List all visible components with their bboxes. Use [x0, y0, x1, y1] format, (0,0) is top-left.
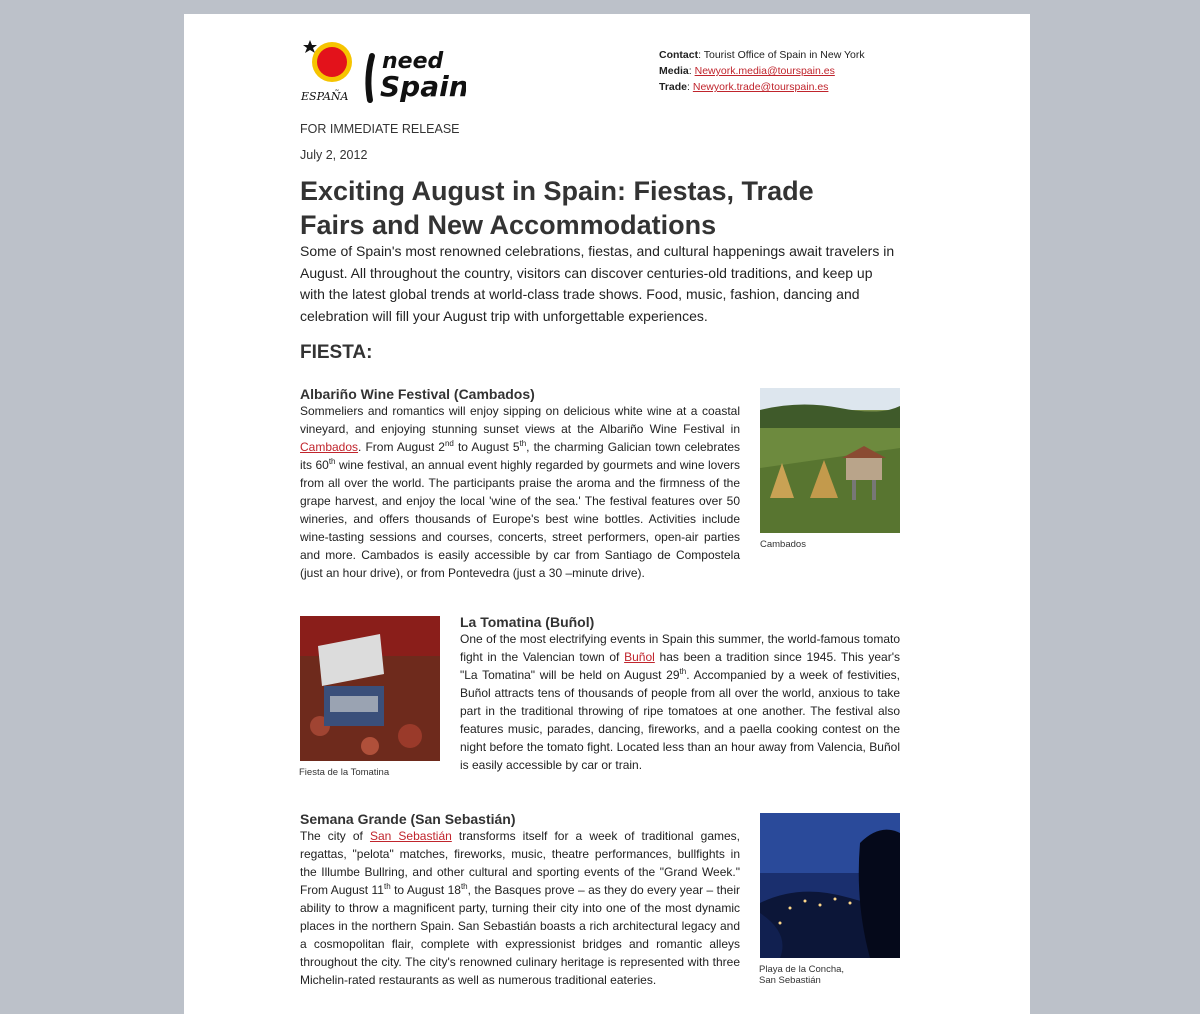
san-sebastian-caption: Playa de la Concha, San Sebastián — [759, 964, 845, 986]
release-date: July 2, 2012 — [300, 148, 368, 162]
article-albarino — [300, 386, 740, 582]
media-email-link[interactable]: Newyork.media@tourspain.es — [694, 65, 835, 77]
press-release-page — [184, 14, 1030, 1014]
trade-line: Trade: Newyork.trade@tourspain.es — [659, 81, 829, 93]
san-sebastian-link[interactable]: San Sebastián — [369, 829, 452, 843]
article-title: La Tomatina (Buñol) — [460, 614, 595, 630]
article-semana-grande — [300, 811, 740, 989]
tomatina-caption: Fiesta de la Tomatina — [299, 767, 390, 778]
trade-email-link[interactable]: Newyork.trade@tourspain.es — [692, 81, 829, 93]
cambados-link[interactable]: Cambados — [300, 440, 359, 454]
section-title: FIESTA: — [300, 342, 373, 363]
intro-paragraph: Some of Spain's most renowned celebrations, fiestas, and cultural happenings await travelers in August. All throughout the country, visitors can discover centuries-old traditions, and keep up with the latest global trends at world-class trade shows. Food, music, fashion, dancing and celebration will fill your August trip with unforgettable experiences. — [300, 243, 895, 324]
svg-text:Spain: Spain — [380, 70, 466, 103]
contact-line: Contact: Tourist Office of Spain in New York — [659, 49, 865, 61]
media-line: Media: Newyork.media@tourspain.es — [659, 65, 835, 77]
article-body: The city of San Sebastián transforms itself for a week of traditional games, regattas, "pelota" matches, fireworks, music, theatre performances, bullfights in the Illumbe Bullring, and other cultural and sporting events of the "Grand Week." From August 11th to August 18th, the Basques prove – as they do every year – their ability to throw a magnificent party, turning their city into one of the most dynamic places in the northern Spain. San Sebastián boasts a rich architectural legacy and a cosmopolitan flair, complete with expressionist bridges and romantic alleys throughout the city. The city's renowned culinary heritage is represented with three Michelin-rated restaurants as well as numerous traditional eateries. — [300, 829, 741, 987]
tomatina-photo — [300, 616, 440, 761]
espana-sun-icon — [300, 38, 466, 110]
article-title: Semana Grande (San Sebastián) — [300, 811, 516, 827]
svg-text:need: need — [382, 49, 444, 74]
article-title: Albariño Wine Festival (Cambados) — [300, 386, 535, 402]
svg-text:ESPAÑA: ESPAÑA — [301, 90, 349, 103]
cambados-caption: Cambados — [760, 539, 806, 550]
contact-block — [659, 47, 865, 95]
cambados-photo — [760, 388, 900, 533]
article-body: One of the most electrifying events in Spain this summer, the world-famous tomato fight in the Valencian town of Buñol has been a tradition since 1945. This year's "La Tomatina" will be held on August 29th. Accompanied by a week of festivities, Buñol attracts tens of thousands of people from all over the world, anxious to take part in the traditional throwing of ripe tomatoes at one another. The festival also features music, parades, dancing, fireworks, and a paella cooking contest on the night before the tomato fight. Located less than an hour away from Valencia, Buñol is easily accessible by car or train. — [460, 632, 900, 772]
article-tomatina — [460, 614, 900, 774]
san-sebastian-photo — [760, 813, 900, 958]
release-label: FOR IMMEDIATE RELEASE — [300, 122, 460, 136]
headline: Exciting August in Spain: Fiestas, Trade Fairs and New Accommodations — [300, 176, 814, 240]
i-need-spain-logo[interactable] — [300, 38, 466, 110]
article-body: Sommeliers and romantics will enjoy sipping on delicious white wine at a coastal vineyard, and enjoying stunning sunset views at the Albariño Wine Festival in Cambados. From August 2nd to August 5th, the charming Galician town celebrates its 60th wine festival, an annual event highly regarded by gourmets and wine lovers from all over the world. The participants praise the aroma and the firmness of the grape harvest, and enjoy the local 'wine of the sea.' The festival features over 50 wineries, and offers thousands of Europe's best wine bottles. Activities include wine-tasting sessions and courses, concerts, street performers, open-air parties and more. Cambados is easily accessible by car from Santiago de Compostela (just an hour drive), or from Pontevedra (just a 30 –minute drive). — [300, 404, 741, 580]
bunol-link[interactable]: Buñol — [624, 650, 655, 664]
